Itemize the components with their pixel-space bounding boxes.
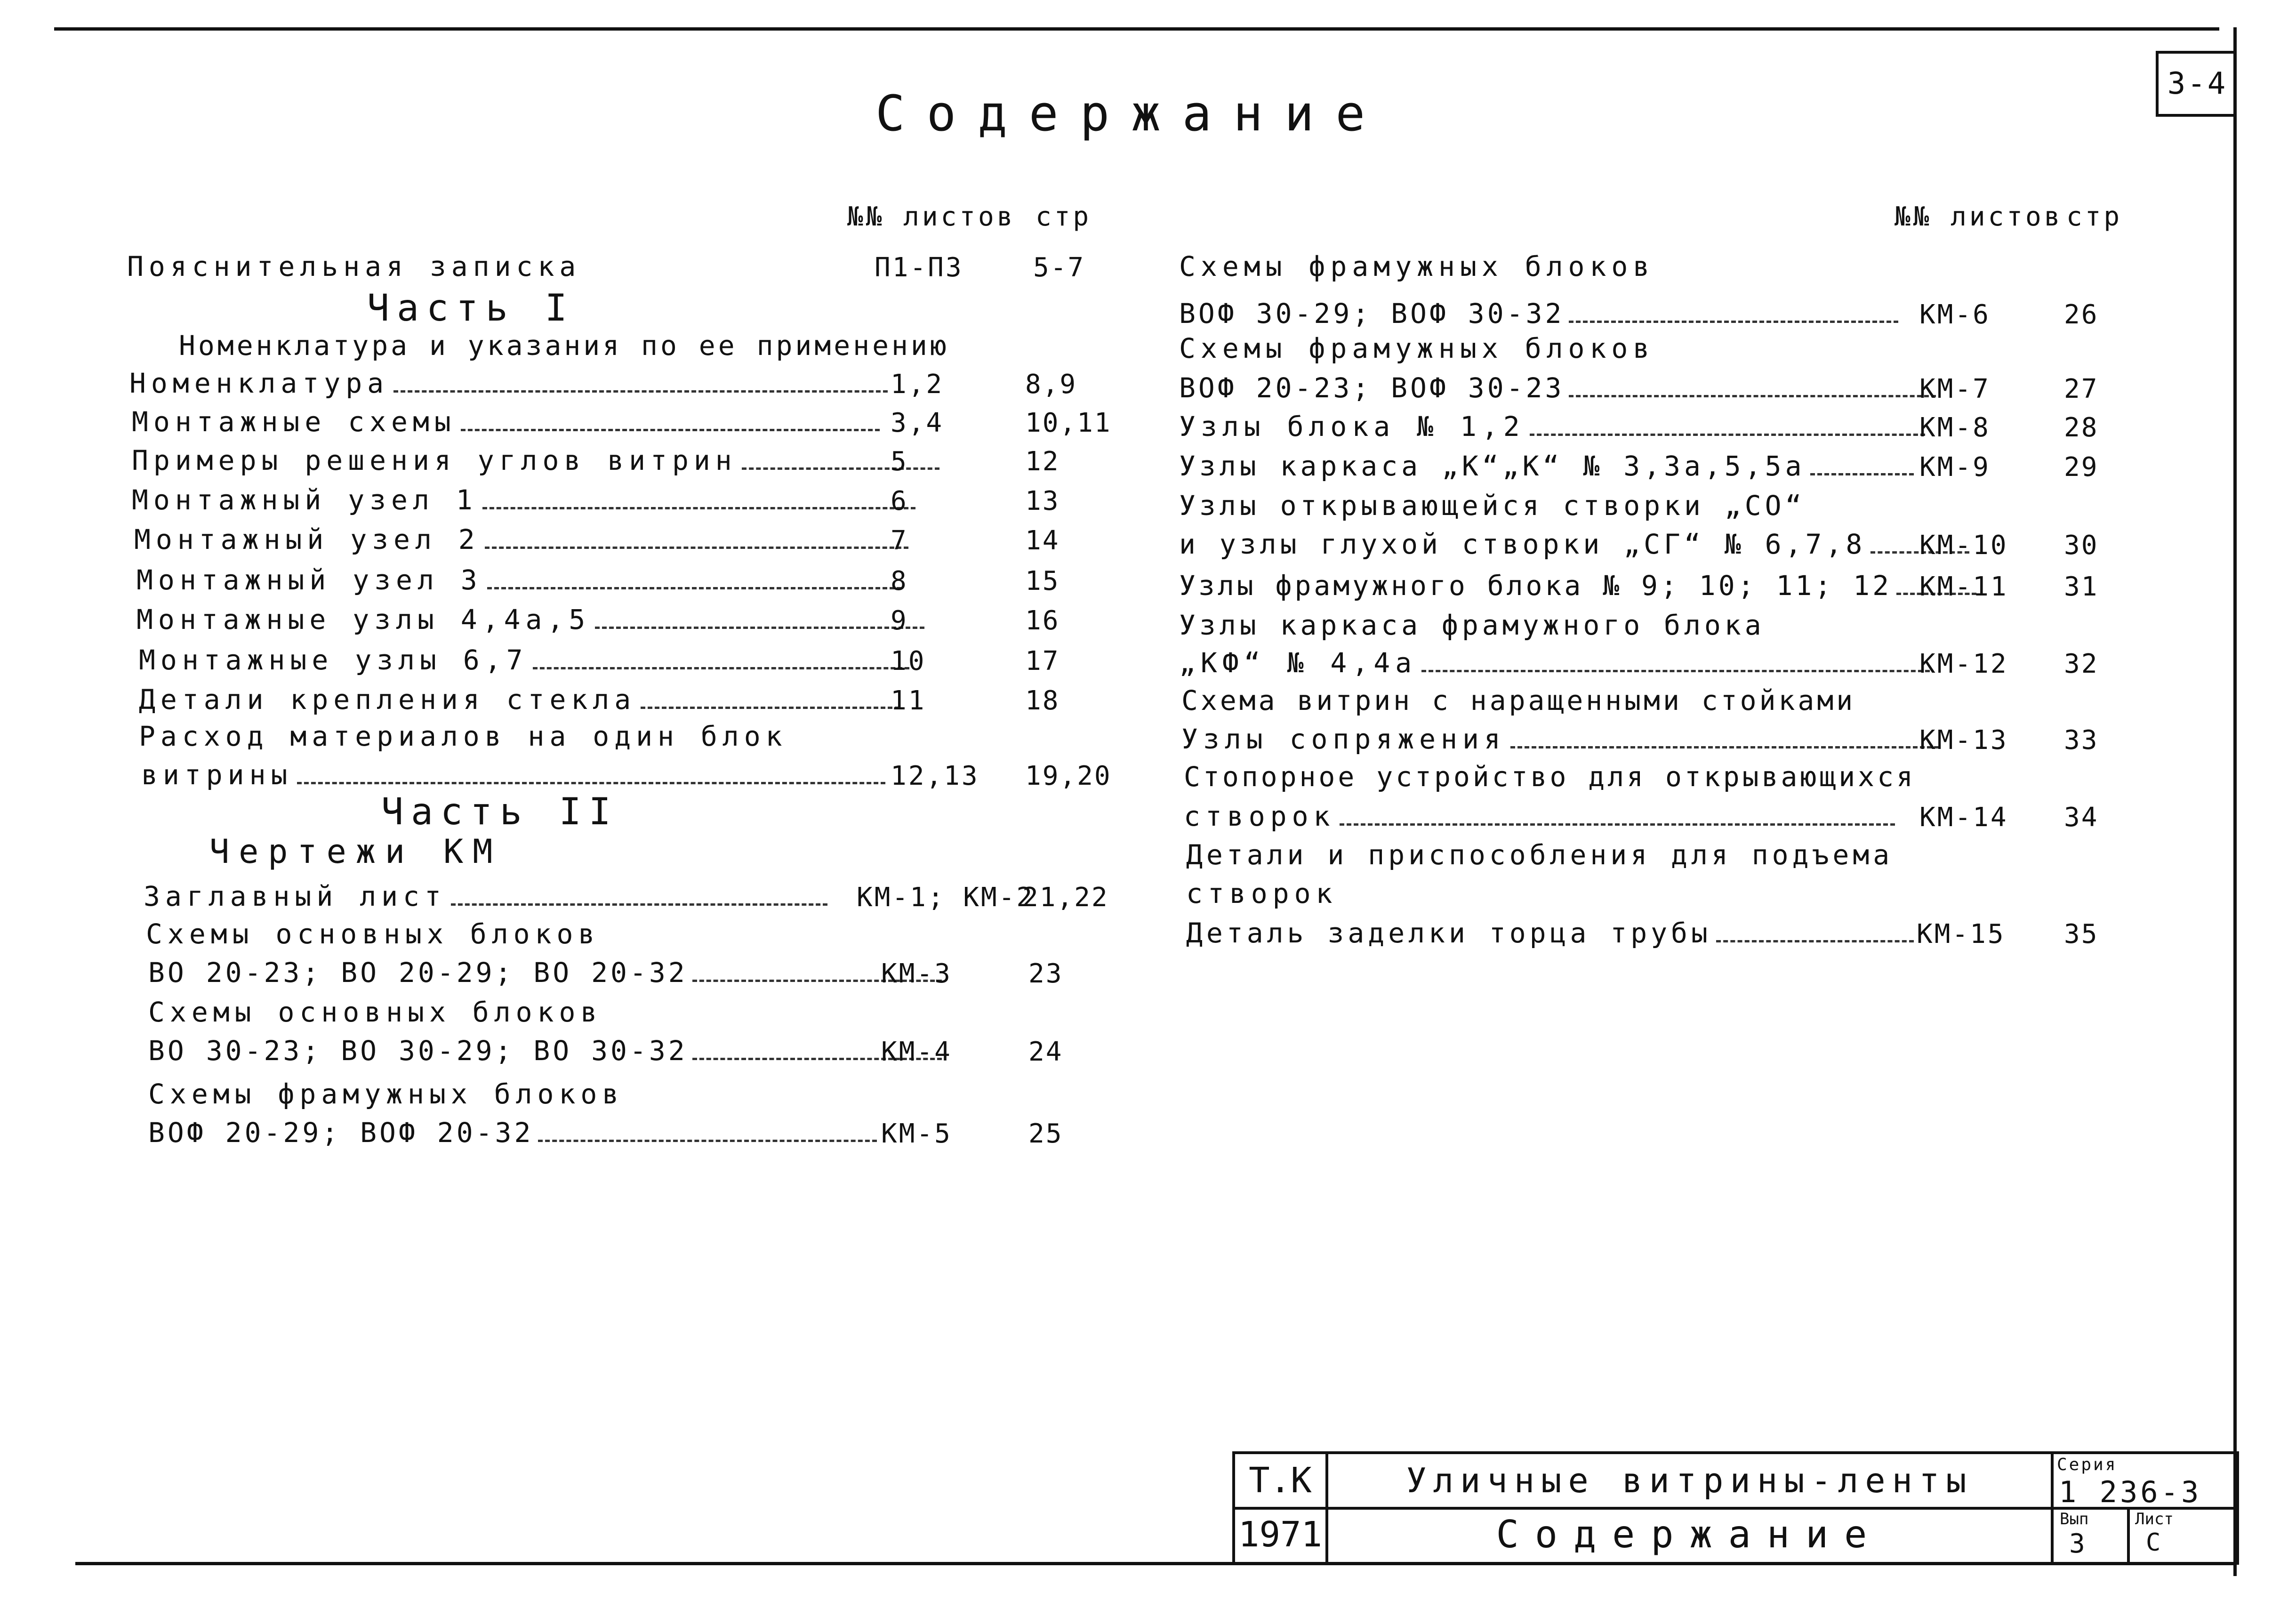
- part-1-title: Часть I: [367, 287, 575, 330]
- leader-dots: [485, 547, 908, 549]
- entry-km8: [1179, 410, 1930, 442]
- entry-page: 13: [1025, 486, 1060, 516]
- left-header-sheets: №№ листов: [847, 201, 1016, 232]
- entry-label: Узлы каркаса фрамужного блока: [1179, 609, 1765, 641]
- entry-sheet: КМ-11: [1919, 571, 2008, 602]
- entry-sheet: 1,2: [891, 369, 944, 400]
- entry-label: Расход материалов на один блок: [139, 720, 787, 752]
- entry-sheet: КМ-13: [1919, 725, 2008, 756]
- leader-dots: [538, 1140, 877, 1142]
- entry-title-sheet: [144, 880, 832, 912]
- entry-label: Стопорное устройство для открывающихся: [1184, 761, 1916, 793]
- page-title: Содержание: [875, 85, 1387, 142]
- leader-dots: [487, 587, 901, 589]
- leader-dots: [482, 507, 915, 509]
- entry-page: 14: [1025, 525, 1060, 556]
- entry-nodes-4-5: [136, 603, 929, 636]
- entry-label: и узлы глухой створки „СГ“ № 6,7,8: [1179, 528, 1866, 560]
- leader-dots: [451, 903, 827, 906]
- entry-km13-line2: [1181, 723, 1943, 755]
- title-block-issue-label: Вып: [2060, 1510, 2089, 1529]
- entry-page: 25: [1028, 1118, 1063, 1149]
- frame-top-line: [54, 27, 2219, 31]
- leader-dots: [1421, 670, 1930, 672]
- entry-sheet: КМ-15: [1917, 919, 2006, 949]
- entry-sheet: КМ-12: [1919, 649, 2008, 679]
- entry-label: Монтажный узел 1: [132, 484, 478, 516]
- entry-label: ВОФ 30-29; ВОФ 30-32: [1179, 298, 1565, 330]
- left-header-page: стр: [1036, 201, 1092, 232]
- frame-right-line: [2233, 27, 2237, 1576]
- entry-label: Монтажные узлы 4,4а,5: [136, 603, 591, 636]
- entry-label: „КФ“ № 4,4а: [1179, 647, 1417, 679]
- entry-label: Схемы основных блоков: [148, 996, 602, 1028]
- entry-km12-line1: [1179, 609, 1765, 641]
- entry-label: Пояснительная записка: [127, 250, 581, 282]
- right-header-page: стр: [2066, 201, 2123, 232]
- entry-page: 27: [2064, 374, 2099, 404]
- entry-page: 34: [2064, 802, 2099, 833]
- leader-dots: [1510, 746, 1939, 748]
- entry-page: 35: [2064, 919, 2099, 949]
- entry-km3-line2: [148, 957, 947, 989]
- entry-label: Примеры решения углов витрин: [132, 444, 737, 476]
- part-1-subtitle: Номенклатура и указания по ее применению: [179, 330, 949, 362]
- leader-dots: [461, 429, 880, 431]
- entry-sheet: КМ-5: [881, 1118, 952, 1149]
- leader-dots: [641, 707, 899, 709]
- entry-sheet: 8: [891, 566, 908, 596]
- entry-page: 28: [2064, 412, 2099, 443]
- entry-sheet: 3,4: [891, 408, 944, 438]
- part-2-subtitle: Чертежи КМ: [209, 832, 502, 871]
- entry-sheet: КМ-9: [1919, 452, 1991, 483]
- leader-dots: [1569, 395, 1936, 397]
- leader-dots: [1716, 940, 1914, 942]
- entry-page: 18: [1025, 685, 1060, 716]
- entry-km5-line1: [148, 1078, 624, 1110]
- entry-label: Монтажный узел 3: [136, 564, 482, 596]
- leader-dots: [533, 667, 909, 669]
- entry-label: Детали крепления стекла: [139, 684, 636, 716]
- entry-materials-line1: [139, 720, 787, 752]
- entry-mounting-schemes: [132, 406, 884, 438]
- entry-label: Детали и приспособления для подъема: [1186, 839, 1894, 871]
- entry-node-2: [134, 523, 913, 555]
- leader-dots: [1569, 321, 1898, 323]
- entry-page: 26: [2064, 299, 2099, 330]
- leader-dots: [1810, 473, 1914, 475]
- entry-label: Схема витрин с наращенными стойками: [1181, 684, 1856, 716]
- entry-km5-line2: [148, 1117, 882, 1149]
- entry-label: створок: [1184, 800, 1335, 832]
- entry-label: Узлы фрамужного блока № 9; 10; 11; 12: [1179, 570, 1892, 602]
- entry-sheet: КМ-1; КМ-2: [857, 882, 1035, 913]
- entry-label: Монтажные узлы 6,7: [139, 644, 528, 676]
- entry-label: Заглавный лист: [144, 880, 446, 912]
- entry-km15-line3: [1186, 917, 1919, 949]
- title-block-sheet-label: Лист: [2135, 1510, 2174, 1529]
- entry-label: ВО 20-23; ВО 20-29; ВО 20-32: [148, 957, 688, 989]
- leader-dots: [297, 782, 885, 784]
- entry-sheet: 9: [891, 605, 908, 636]
- entry-node-3: [136, 564, 906, 596]
- entry-nomenclature: [129, 367, 892, 399]
- entry-label: Деталь заделки торца трубы: [1186, 917, 1711, 949]
- entry-km6-line1: [1179, 250, 1654, 282]
- entry-page: 16: [1025, 605, 1060, 636]
- entry-km15-line2: [1186, 877, 1337, 909]
- entry-label: Схемы фрамужных блоков: [148, 1078, 624, 1110]
- entry-materials-line2: [141, 759, 890, 791]
- entry-corner-examples: [132, 444, 944, 476]
- entry-sheet: П1-П3: [875, 252, 963, 283]
- entry-label: витрины: [141, 759, 293, 791]
- leader-dots: [595, 627, 924, 629]
- entry-km4-line1: [148, 996, 602, 1028]
- entry-sheet: КМ-7: [1919, 374, 1991, 404]
- sheet-number-box: 3-4: [2156, 51, 2236, 117]
- entry-page: 10,11: [1025, 408, 1112, 438]
- title-block-issue: 3: [2069, 1529, 2085, 1559]
- entry-sheet: 6: [891, 486, 908, 516]
- entry-page: 32: [2064, 649, 2099, 679]
- entry-label: Монтажные схемы: [132, 406, 456, 438]
- entry-km3-line1: [146, 918, 600, 950]
- entry-label: Узлы открывающейся створки „СО“: [1179, 490, 1806, 522]
- title-block-series-label: Серия: [2057, 1455, 2118, 1474]
- leader-dots: [742, 467, 939, 470]
- entry-km12-line2: [1179, 647, 1935, 679]
- entry-km14-line1: [1184, 761, 1916, 793]
- entry-km7-line2: [1179, 372, 1941, 404]
- title-block-subtitle: Содержание: [1496, 1513, 1883, 1556]
- entry-sheet: КМ-4: [881, 1037, 952, 1067]
- title-block-divider: [2127, 1507, 2130, 1562]
- leader-dots: [1340, 823, 1895, 826]
- title-block-year: 1971: [1238, 1514, 1323, 1555]
- entry-page: 23: [1028, 958, 1063, 989]
- entry-km11: [1179, 570, 1981, 602]
- entry-page: 12: [1025, 446, 1060, 477]
- entry-km15-line1: [1186, 839, 1893, 871]
- entry-label: Номенклатура: [129, 367, 389, 399]
- entry-label: Узлы сопряжения: [1181, 723, 1506, 755]
- entry-label: Узлы блока № 1,2: [1179, 410, 1525, 442]
- entry-km14-line2: [1184, 800, 1900, 832]
- entry-page: 21,22: [1022, 882, 1109, 913]
- entry-km13-line1: [1181, 684, 1855, 716]
- entry-label: ВОФ 20-23; ВОФ 30-23: [1179, 372, 1565, 404]
- title-block: [1232, 1451, 2239, 1565]
- entry-label: Схемы фрамужных блоков: [1179, 332, 1655, 364]
- entry-label: Монтажный узел 2: [134, 523, 480, 555]
- title-block-series: 1 236-3: [2059, 1475, 2202, 1509]
- entry-label: ВОФ 20-29; ВОФ 20-32: [148, 1117, 534, 1149]
- entry-km6-line2: [1179, 298, 1903, 330]
- entry-page: 5-7: [1033, 252, 1085, 283]
- entry-node-1: [132, 484, 920, 516]
- entry-page: 29: [2064, 452, 2099, 483]
- entry-page: 24: [1028, 1037, 1063, 1067]
- entry-sheet: КМ-6: [1919, 299, 1991, 330]
- entry-sheet: 12,13: [891, 761, 979, 791]
- entry-label: ВО 30-23; ВО 30-29; ВО 30-32: [148, 1035, 688, 1067]
- entry-sheet: 10: [891, 646, 926, 676]
- entry-page: 8,9: [1025, 369, 1077, 400]
- entry-sheet: 7: [891, 525, 908, 556]
- entry-label: Схемы основных блоков: [146, 918, 600, 950]
- entry-sheet: 11: [891, 685, 926, 716]
- leader-dots: [393, 390, 888, 393]
- entry-page: 30: [2064, 530, 2099, 561]
- entry-label: Узлы каркаса „К“„К“ № 3,3а,5,5а: [1179, 450, 1806, 482]
- entry-km4-line2: [148, 1035, 947, 1067]
- entry-sheet: 5: [891, 446, 908, 477]
- entry-sheet: КМ-10: [1919, 530, 2008, 561]
- entry-glass-fixing: [139, 684, 904, 716]
- entry-page: 17: [1025, 646, 1060, 676]
- entry-km9: [1179, 450, 1919, 482]
- entry-label: створок: [1186, 877, 1338, 909]
- right-header-sheets: №№ листов: [1895, 201, 2063, 232]
- title-block-name: Уличные витрины-ленты: [1406, 1461, 1973, 1500]
- title-block-sheet: С: [2146, 1529, 2161, 1557]
- entry-page: 15: [1025, 566, 1060, 596]
- entry-km10-line2: [1179, 528, 1974, 560]
- title-block-org: Т.К: [1249, 1460, 1312, 1501]
- entry-sheet: КМ-14: [1919, 802, 2008, 833]
- entry-km10-line1: [1179, 490, 1806, 522]
- entry-intro: [127, 250, 581, 282]
- entry-label: Схемы фрамужных блоков: [1179, 250, 1655, 282]
- entry-nodes-6-7: [139, 644, 914, 676]
- part-2-title: Часть II: [381, 791, 618, 833]
- leader-dots: [1530, 434, 1925, 436]
- entry-page: 31: [2064, 571, 2099, 602]
- entry-km7-line1: [1179, 332, 1654, 364]
- entry-sheet: КМ-8: [1919, 412, 1991, 443]
- entry-page: 19,20: [1025, 761, 1112, 791]
- entry-sheet: КМ-3: [881, 958, 952, 989]
- entry-page: 33: [2064, 725, 2099, 756]
